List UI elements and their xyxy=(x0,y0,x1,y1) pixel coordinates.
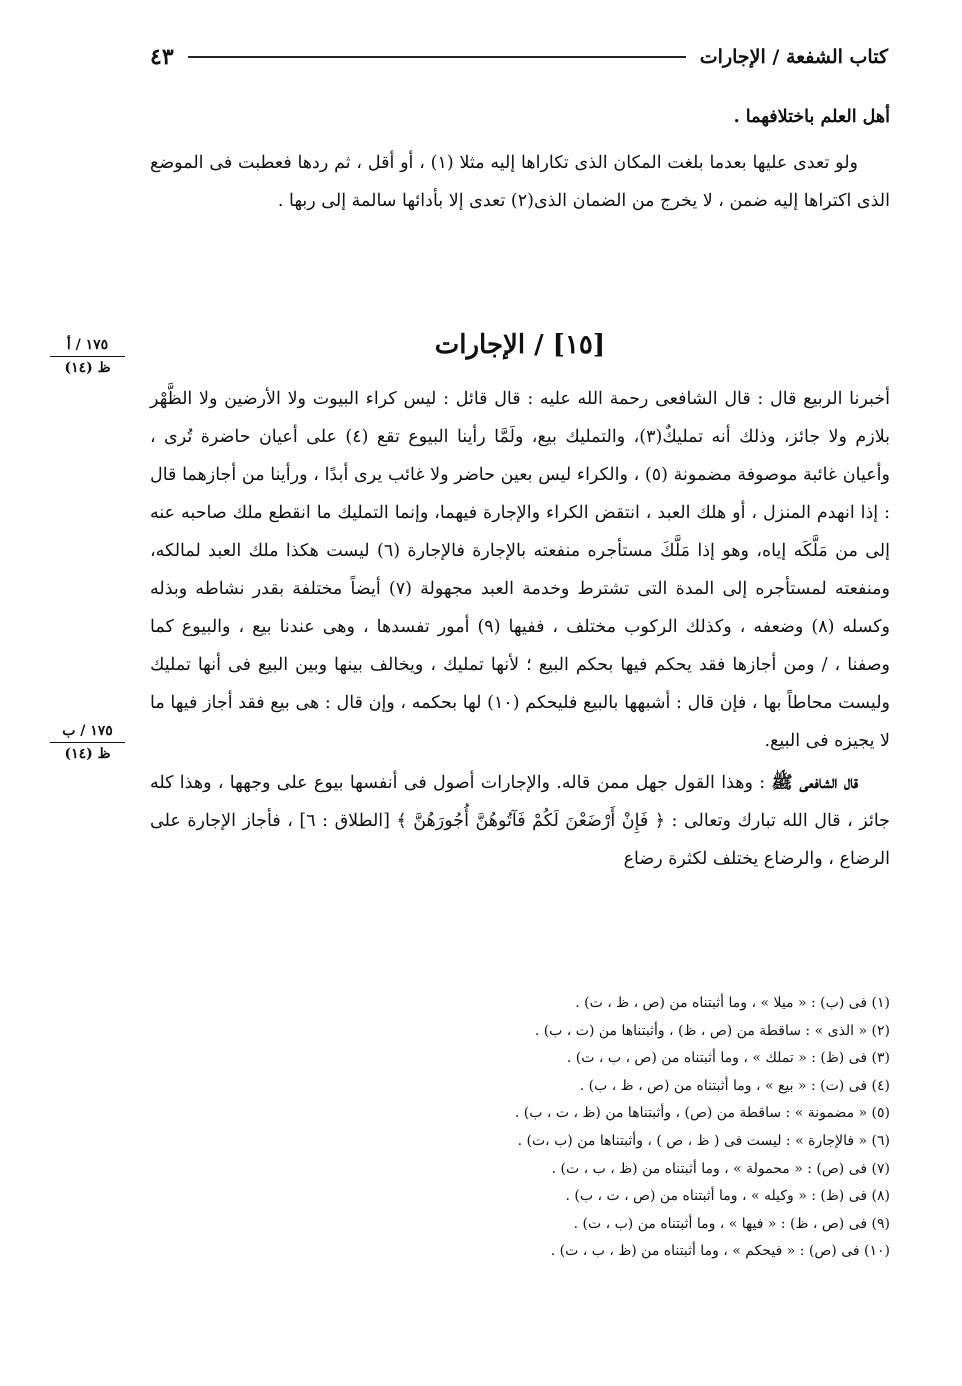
footnote: (٨) فى (ظ) : « وكيله » ، وما أثبتناه من (ص ، ت ، ب) . xyxy=(565,1188,890,1205)
header-rule xyxy=(188,56,686,58)
margin-note-manuscript: ظ (١٤) xyxy=(64,360,111,376)
running-header xyxy=(150,40,888,74)
main-body xyxy=(150,380,890,878)
footnote: (٢) « الذى » : ساقطة من (ص ، ظ) ، وأثبتناها من (ت ، ب) . xyxy=(534,1022,890,1039)
footnote: (١٠) فى (ص) : « فيحكم » ، وما أثبتناه من (ظ ، ب ، ت) . xyxy=(550,1243,890,1260)
footnote: (٤) فى (ت) : « بيع » ، وما أثبتناه من (ص ، ظ ، ب) . xyxy=(579,1077,890,1094)
paragraph-text: : وهذا القول جهل ممن قاله. والإجارات أصول فى أنفسها بيوع على وجهها ، وهذا كله جائز ، قال الله تبارك وتعالى : ﴿ فَإِنْ أَرْضَعْنَ لَكُمْ فَآتُوهُنَّ أُجُورَهُنَّ ﴾ [الطلاق : ٦] ، فأجاز الإجارة على الرضاع ، والرضاع يختلف لكثرة رضاع xyxy=(150,773,890,869)
intro-block xyxy=(150,98,890,220)
paragraph-lead: قال الشافعى ﷺ xyxy=(771,773,858,793)
footnote: (٧) فى (ص) : « محمولة » ، وما أثبتناه من (ظ ، ب ، ت) . xyxy=(551,1160,890,1177)
footnote: (٦) « فالإجارة » : ليست فى ( ظ ، ص ) ، وأثبتناها من (ب ،ت) . xyxy=(517,1132,890,1149)
footnote: (٥) « مضمونة » : ساقطة من (ص) ، وأثبتناها من (ظ ، ت ، ب) . xyxy=(514,1105,890,1122)
footnotes xyxy=(150,990,890,1266)
margin-note-folio: ١٧٥ / ب xyxy=(50,722,125,743)
intro-line: أهل العلم باختلافهما . xyxy=(733,107,890,127)
margin-note-folio-a xyxy=(50,336,125,377)
footnote: (١) فى (ب) : « ميلا » ، وما أثبتناه من (ص ، ظ ، ت) . xyxy=(575,995,890,1011)
margin-note-folio-b xyxy=(50,722,125,763)
margin-note-manuscript: ظ (١٤) xyxy=(64,746,111,762)
page-number: ٤٣ xyxy=(150,44,174,70)
footnote: (٣) فى (ظ) : « تملك » ، وما أثبتناه من (ص ، ب ، ت) . xyxy=(566,1050,890,1067)
body-paragraph-1: أخبرنا الربيع قال : قال الشافعى رحمة الله عليه : قال قائل : ليس كراء البيوت ولا الأرضين ولا الظَّهْر بلازم ولا جائز، وذلك أنه تمليكٌ(٣)، والتمليك بيع، ولَمَّا رأينا البيوع تقع (٤) على أعيان حاضرة تُرى ، وأعيان غائبة موصوفة مضمونة (٥) ، والكراء ليس بعين حاضر ولا غائب يرى أبدًا ، ورأينا من أجازهما قال : إذا انهدم المنزل ، أو هلك العبد ، انتقض الكراء والإجارة فيهما، وإنما التمليك ما انقطع ملك صاحبه عنه إلى من مَلَّكَه إياه، وهو إذا مَلَّكَ مستأجره منفعته بالإجارة فالإجارة (٦) ليست هكذا ملك العبد لمالكه، ومنفعته لمستأجره إلى المدة التى تشترط وخدمة العبد مجهولة (٧) أيضاً مختلفة بقدر نشاطه وبذله وكسله (٨) وضعفه ، وكذلك الركوب مختلف ، ففيها (٩) أمور تفسدها ، وهى عندنا بيع ، والبيوع كما وصفنا ، / ومن أجازها فقد يحكم فيها بحكم البيع ؛ لأنها تمليك ، ويخالف بينها وبين البيع فى أنها تمليك وليست محاطاً بها ، فإن قال : أشبهها بالبيع فليحكم (١٠) لها بحكمه ، وإن قال : هى بيع فقد أجاز فيها ما لا يجيزه فى البيع. xyxy=(150,389,891,751)
header-title: كتاب الشفعة / الإجارات xyxy=(699,46,888,68)
intro-paragraph: ولو تعدى عليها بعدما بلغت المكان الذى تكاراها إليه مثلا (١) ، أو أقل ، ثم ردها فعطبت فى الموضع الذى اكتراها إليه ضمن ، لا يخرج من الضمان الذى(٢) تعدى إلا بأدائها سالمة إلى ربها . xyxy=(150,153,890,211)
margin-note-folio: ١٧٥ / أ xyxy=(50,336,125,357)
body-paragraph-2 xyxy=(150,764,890,878)
footnote: (٩) فى (ص ، ظ) : « فيها » ، وما أثبتناه من (ب ، ت) . xyxy=(573,1215,890,1232)
section-title: [١٥] / الإجارات xyxy=(434,330,606,360)
